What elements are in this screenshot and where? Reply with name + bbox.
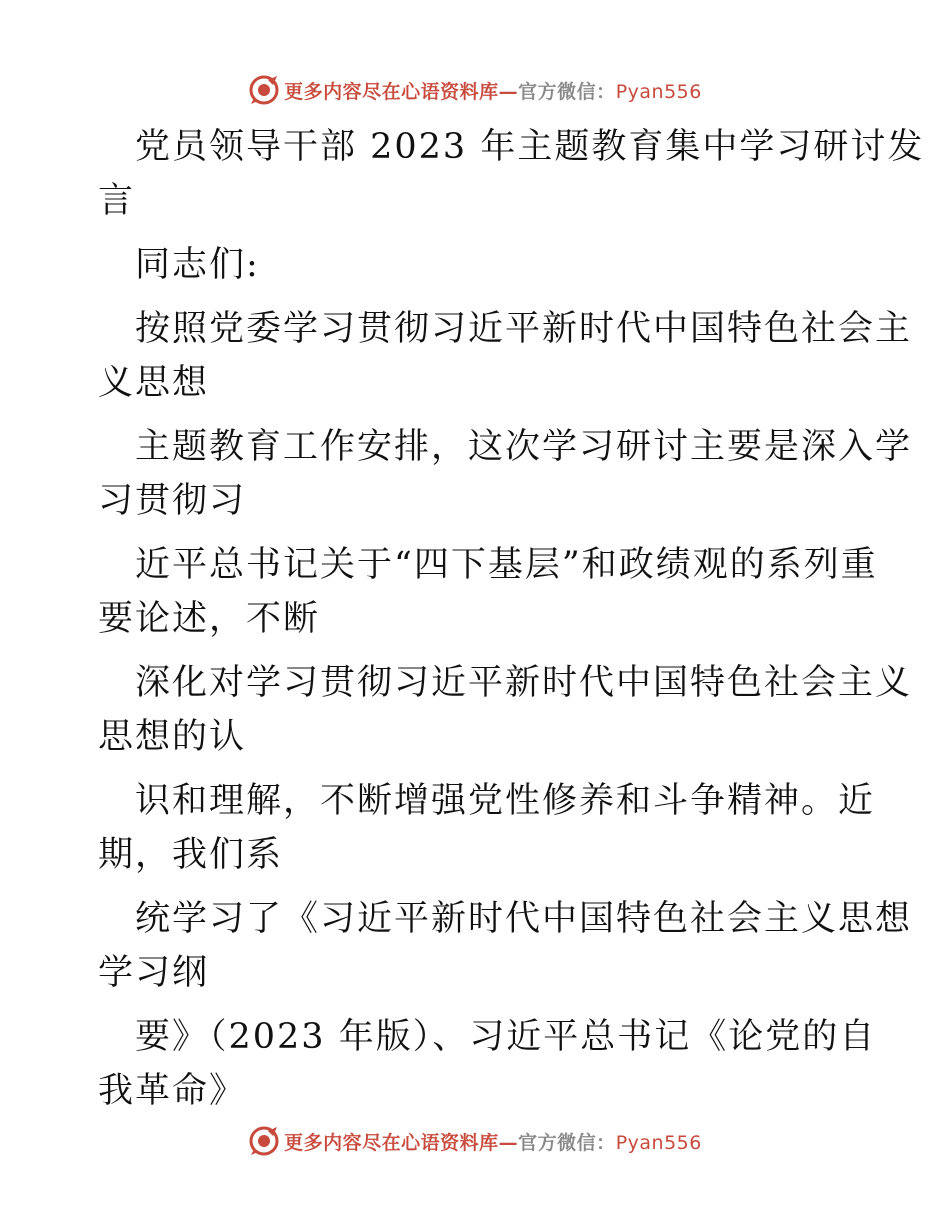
- paragraph-line: 我革命》: [98, 1071, 247, 1111]
- watermark-text: [284, 77, 702, 104]
- paragraph-line: 要论述，不断: [98, 599, 321, 639]
- watermark-account: Pyan556: [615, 1131, 702, 1154]
- watermark-text: [284, 1128, 702, 1155]
- paragraph-line: 思想的认: [98, 717, 247, 757]
- watermark-prefix: 更多内容尽在心语资料库: [284, 1131, 499, 1154]
- watermark-account: Pyan556: [615, 80, 702, 103]
- watermark-logo-icon: [248, 1125, 280, 1157]
- salutation: 同志们:: [135, 245, 260, 285]
- paragraph-line: 期，我们系: [98, 835, 284, 875]
- watermark-dash: —: [498, 1131, 519, 1154]
- watermark-official: 官方微信：: [518, 1131, 616, 1154]
- paragraph-line: 义思想: [98, 363, 210, 403]
- header-watermark: [0, 70, 950, 110]
- footer-watermark: [0, 1121, 950, 1161]
- paragraph-line: 统学习了《习近平新时代中国特色社会主义思想: [135, 899, 913, 939]
- paragraph-line: 要》（2023 年版）、习近平总书记《论党的自: [135, 1017, 877, 1057]
- watermark-official: 官方微信：: [518, 80, 616, 103]
- paragraph-line: 习贯彻习: [98, 481, 247, 521]
- paragraph-line: 学习纲: [98, 953, 210, 993]
- document-body: [98, 120, 925, 1118]
- paragraph-line: 按照党委学习贯彻习近平新时代中国特色社会主: [135, 309, 913, 349]
- document-title-line-2: 言: [98, 181, 136, 221]
- document-title-line-1: 党员领导干部 2023 年主题教育集中学习研讨发: [135, 127, 925, 167]
- paragraph-line: 主题教育工作安排，这次学习研讨主要是深入学: [135, 427, 913, 467]
- watermark-dash: —: [498, 80, 519, 103]
- watermark-prefix: 更多内容尽在心语资料库: [284, 80, 499, 103]
- paragraph-line: 识和理解，不断增强党性修养和斗争精神。近: [135, 781, 876, 821]
- paragraph-line: 近平总书记关于“四下基层”和政绩观的系列重: [135, 545, 878, 585]
- paragraph-line: 深化对学习贯彻习近平新时代中国特色社会主义: [135, 663, 913, 703]
- watermark-logo-icon: [248, 74, 280, 106]
